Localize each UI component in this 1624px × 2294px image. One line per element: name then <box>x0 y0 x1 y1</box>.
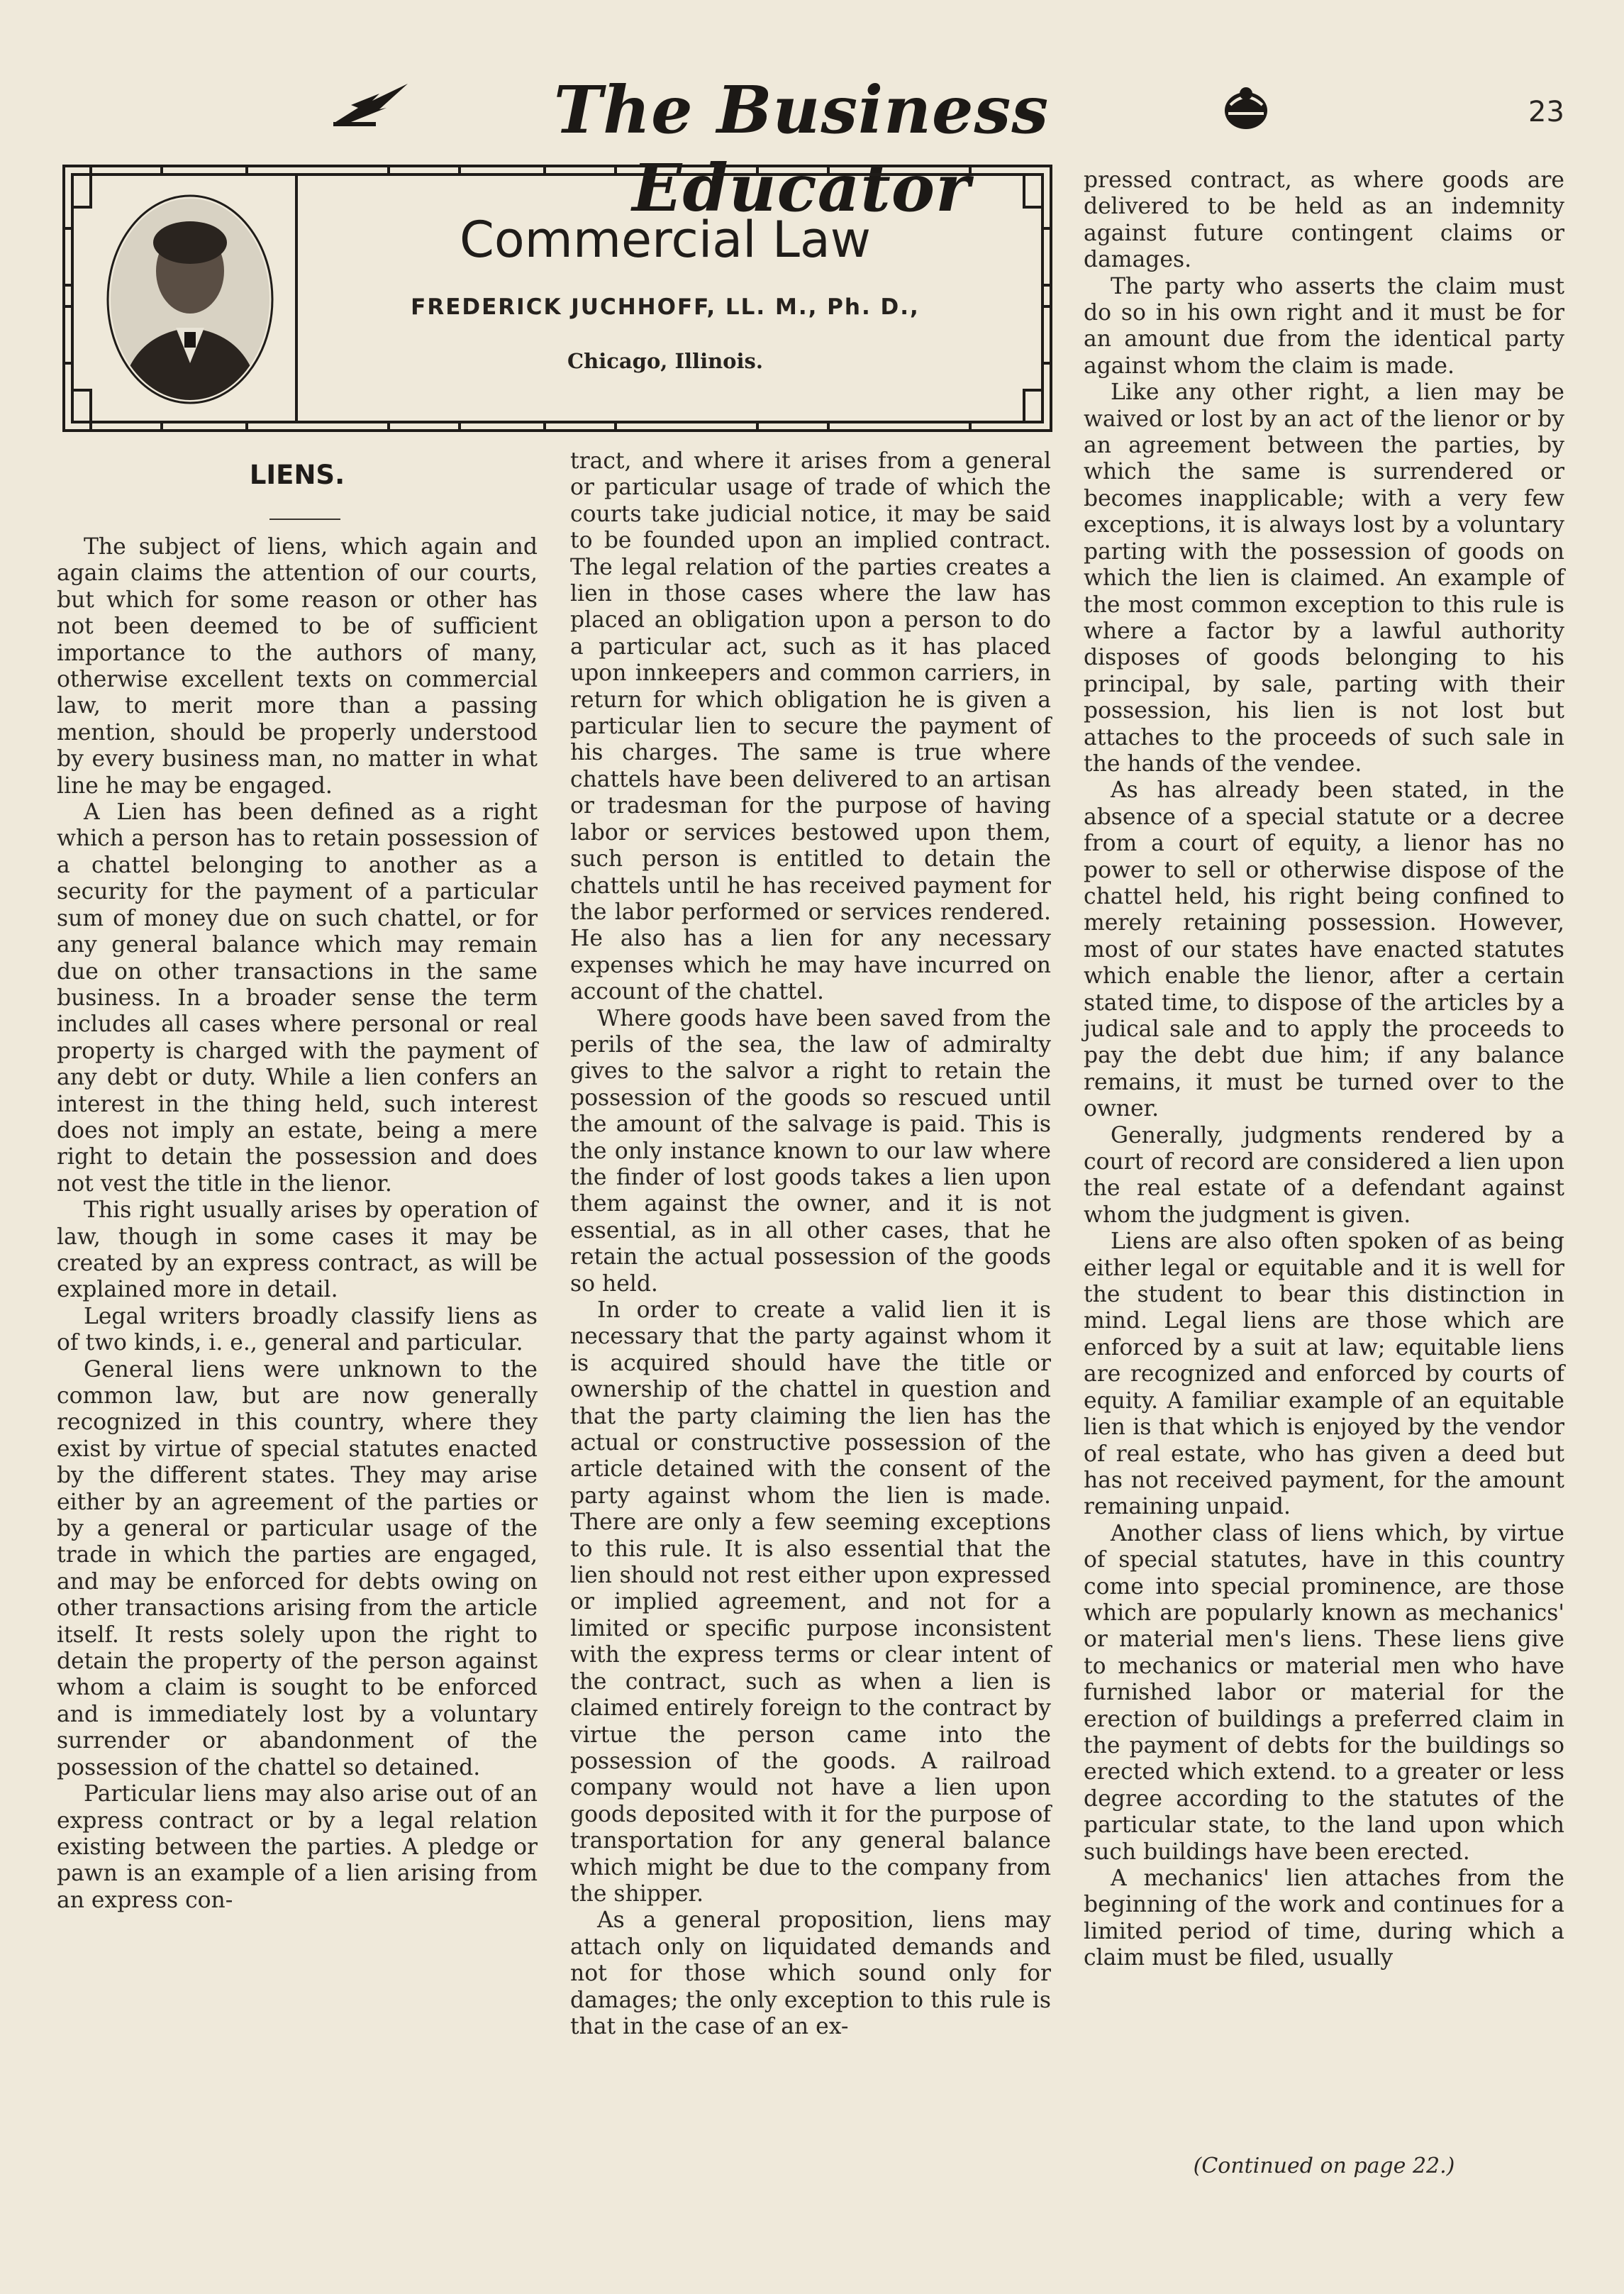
article-title: Commercial Law <box>459 211 872 269</box>
paragraph: A mechanics' lien attaches from the beginning of the work and continues for a limited period of time, during which a claim must be filed, usually <box>1084 1866 1564 1971</box>
paragraph: As has already been stated, in the absence of a special statute or a decree from a court of equity, a lienor has no power to sell or otherwise dispose of the chattel held, his right being confined to merely retaining possession. However, most of our states have enacted statutes which enable the lienor, after a certain stated time, to dispose of the articles by a judical sale and to apply the proceeds to pay the debt due him; if any balance remains, it must be turned over to the owner. <box>1084 777 1564 1122</box>
heading-rule <box>269 519 340 520</box>
paragraph: Legal writers broadly classify liens as of two kinds, i. e., general and particular. <box>57 1303 538 1356</box>
paragraph: tract, and where it arises from a general or particular usage of trade of which the courts take judicial notice, it may be said to be founded upon an implied contract. The legal relation of the parties creates a lien in those cases where the law has placed an obligation upon a person to do a particular act, such as it has placed upon innkeepers and common carriers, in return for which obligation he is given a particular lien to secure the payment of his charges. The same is true where chattels have been delivered to an artisan or tradesman for the purpose of having labor or services bestowed upon them, such person is entitled to detain the chattels until he has received payment for the labor performed or services rendered. He also has a lien for any necessary expenses which he may have incurred on account of the chattel. <box>570 448 1051 1005</box>
continued-note: (Continued on page 22.) <box>1193 2154 1455 2178</box>
paragraph: The party who asserts the claim must do so in his own right and it must be for an amount due from the identical party against whom the claim is made. <box>1084 273 1564 379</box>
article-header-box <box>62 165 1052 432</box>
text-column-1 <box>57 534 538 1914</box>
paragraph: In order to create a valid lien it is necessary that the party against whom it is acquired should have the title or ownership of the chattel in question and that the party claiming the lien has the actual or constructive possession of the article detained with the consent of the party against whom the lien is made. There are only a few seeming exceptions to this rule. It is also essential that the lien should not rest either upon expressed or implied agreement, and not for a limited or specific purpose inconsistent with the express terms or clear intent of the contract, such as when a lien is claimed entirely foreign to the contract by virtue the person came into the possession of the goods. A railroad company would not have a lien upon goods deposited with it for the purpose of transportation for any general balance which might be due to the company from the shipper. <box>570 1297 1051 1907</box>
text-column-3 <box>1084 167 1564 1972</box>
paragraph: The subject of liens, which again and again claims the attention of our courts, but which for some reason or other has not been deemed to be of sufficient importance to the authors of many, otherwise excellent texts on commercial law, to merit more than a passing mention, should be properly understood by every business man, no matter in what line he may be engaged. <box>57 534 538 799</box>
paragraph: As a general proposition, liens may attach only on liquidated demands and not for those which sound only for damages; the only exception to this rule is that in the case of an ex- <box>570 1907 1051 2039</box>
paragraph: Generally, judgments rendered by a court of record are considered a lien upon the real estate of a defendant against whom the judgment is given. <box>1084 1122 1564 1228</box>
author-portrait <box>105 193 275 406</box>
paragraph: Another class of liens which, by virtue of special statutes, have in this country come into special prominence, are those which are popularly known as mechanics' or material men's liens. These liens give to mechanics or material men who have furnished labor or material for the erection of buildings a preferred claim in the payment of debts for the buildings so erected which extend. to a greater or less degree according to the statutes of the particular state, to the land upon which such buildings have been erected. <box>1084 1520 1564 1865</box>
paragraph: Particular liens may also arise out of an express contract or by a legal relation existing between the parties. A pledge or pawn is an example of a lien arising from an express con- <box>57 1781 538 1913</box>
paragraph: Liens are also often spoken of as being either legal or equitable and it is well for the student to bear this distinction in mind. Legal liens are those which are enforced by a suit at law; equitable liens are recognized and enforced by courts of equity. A familiar example of an equitable lien is that which is enjoyed by the vendor of real estate, who has given a deed but has not received payment, for the amount remaining unpaid. <box>1084 1229 1564 1520</box>
paragraph: A Lien has been defined as a right which a person has to retain possession of a chattel belonging to another as a security for the payment of a particular sum of money due on such chattel, or for any general balance which may remain due on other transactions in the same business. In a broader sense the term includes all cases where personal or real property is charged with the payment of any debt or duty. While a lien confers an interest in the thing held, such interest does not imply an estate, being a mere right to detain the possession and does not vest the title in the lienor. <box>57 799 538 1197</box>
quill-icon <box>330 79 415 129</box>
paragraph: Like any other right, a lien may be waived or lost by an act of the lienor or by an agreement between the parties, by which the same is surrendered or becomes inapplicable; with a very few exceptions, it is always lost by a voluntary parting with the possession of goods on which the lien is claimed. An example of the most common exception to this rule is where a factor by a lawful authority disposes of goods belonging to his principal, by sale, parting with their possession, his lien is not lost but attaches to the proceeds of such sale in the hands of the vendee. <box>1084 379 1564 777</box>
emblem-icon <box>1220 84 1273 133</box>
author-name: FREDERICK JUCHHOFF, LL. M., Ph. D., <box>411 294 920 320</box>
text-column-2 <box>570 448 1051 2040</box>
paragraph: Where goods have been saved from the perils of the sea, the law of admiralty gives to the salvor a right to retain the possession of the goods so rescued until the amount of the salvage is paid. This is the only instance known to our law where the finder of lost goods takes a lien upon them against the owner, and it is not essential, as in all other cases, that he retain the actual possession of the goods so held. <box>570 1005 1051 1297</box>
paragraph: This right usually arises by operation of law, though in some cases it may be created by an express contract, as will be explained more in detail. <box>57 1197 538 1303</box>
magazine-title: The Business Educator <box>553 72 1050 226</box>
section-heading: LIENS. <box>249 460 345 490</box>
paragraph: pressed contract, as where goods are delivered to be held as an indemnity against future contingent claims or damages. <box>1084 167 1564 273</box>
paragraph: General liens were unknown to the common law, but are now generally recognized in this country, where they exist by virtue of special statutes enacted by the different states. They may arise either by an agreement of the parties or by a general or particular usage of the trade in which the parties are engaged, and may be enforced for debts owing on other transactions arising from the article itself. It rests solely upon the right to detain the property of the person against whom a claim is sought to be enforced and is immediately lost by a voluntary surrender or abandonment of the possession of the chattel so detained. <box>57 1356 538 1780</box>
page-number: 23 <box>1528 96 1564 128</box>
author-location: Chicago, Illinois. <box>567 349 763 373</box>
